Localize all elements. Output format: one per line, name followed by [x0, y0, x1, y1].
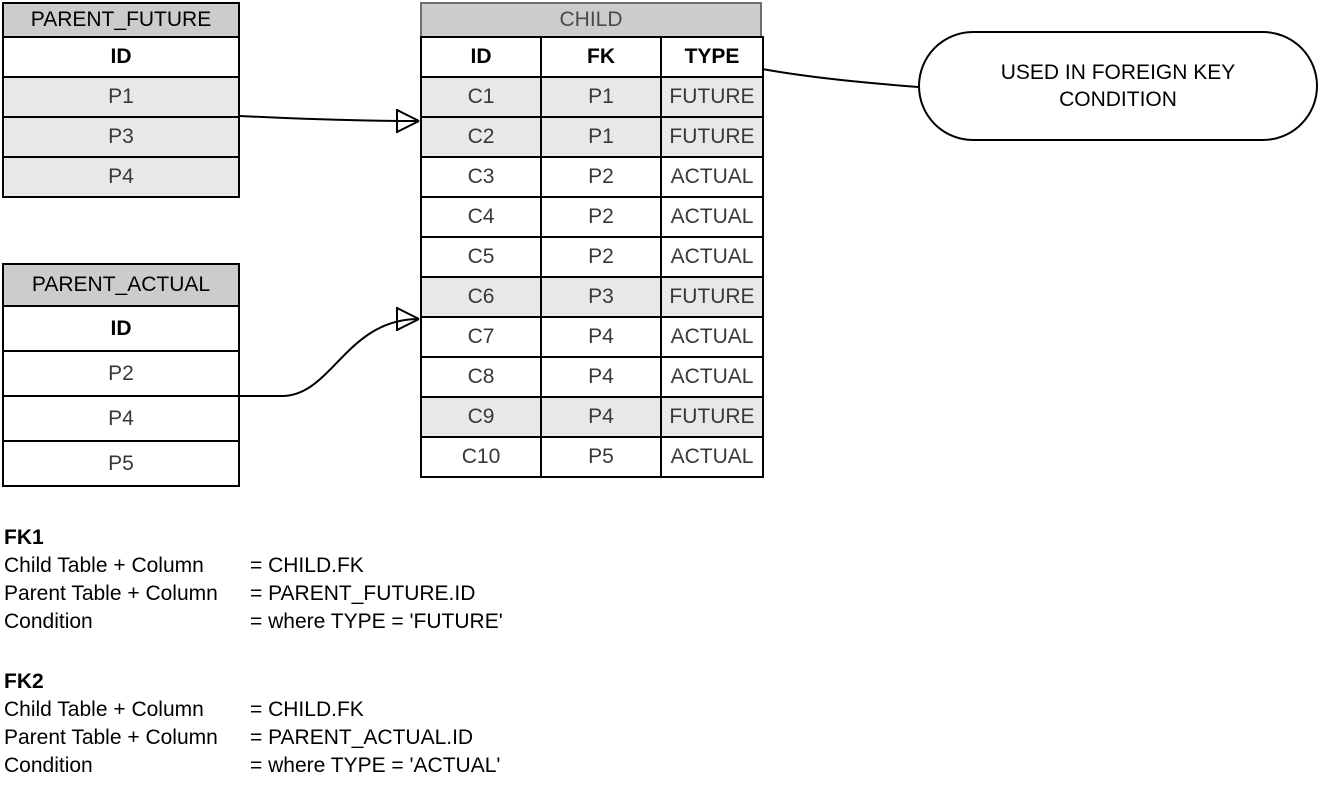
parent-actual-table-title: PARENT_ACTUAL [2, 263, 240, 307]
note-line [4, 724, 503, 752]
cell-id: C6 [421, 277, 541, 317]
cell-fk: P1 [541, 77, 661, 117]
fk2-note-block [4, 668, 503, 780]
note-value: = PARENT_ACTUAL.ID [250, 726, 474, 749]
note-line [4, 696, 503, 724]
parent-future-table [2, 2, 240, 198]
note-value: = where TYPE = 'FUTURE' [250, 610, 503, 633]
parent-actual-table [2, 263, 240, 487]
note-line [4, 552, 503, 580]
table-row [3, 77, 239, 117]
cell-type: ACTUAL [661, 357, 763, 397]
cell-type: ACTUAL [661, 437, 763, 477]
cell-id: C5 [421, 237, 541, 277]
table-row [421, 357, 763, 397]
table-row [3, 441, 239, 486]
cell-type: FUTURE [661, 77, 763, 117]
note-value: = where TYPE = 'ACTUAL' [250, 754, 501, 777]
note-line [4, 752, 503, 780]
fk1-connector-line [240, 116, 419, 121]
table-row [3, 117, 239, 157]
note-label: Child Table + Column [4, 698, 204, 721]
cell-id: C2 [421, 117, 541, 157]
parent-future-table-grid [2, 36, 240, 198]
child-type-column-header: TYPE [661, 37, 763, 77]
cell-id: C10 [421, 437, 541, 477]
cell-fk: P5 [541, 437, 661, 477]
note-label: Parent Table + Column [4, 726, 218, 749]
fk2-connector-line [240, 319, 419, 396]
child-fk-column-header: FK [541, 37, 661, 77]
parent-actual-table-grid [2, 305, 240, 487]
cell-id: C7 [421, 317, 541, 357]
table-row [421, 197, 763, 237]
fk2-heading: FK2 [4, 670, 44, 693]
note-label: Condition [4, 754, 93, 777]
note-value: = CHILD.FK [250, 554, 364, 577]
parent-future-row-p4: P4 [3, 157, 239, 197]
table-row [421, 437, 763, 477]
note-label: Child Table + Column [4, 554, 204, 577]
table-header-row [3, 37, 239, 77]
parent-future-row-p3: P3 [3, 117, 239, 157]
child-table [420, 2, 762, 478]
table-row [3, 396, 239, 441]
table-row [421, 397, 763, 437]
fk1-note-block [4, 524, 503, 636]
note-line [4, 608, 503, 636]
cell-type: ACTUAL [661, 197, 763, 237]
table-row [421, 157, 763, 197]
table-row [421, 237, 763, 277]
parent-future-table-title: PARENT_FUTURE [2, 2, 240, 38]
note-label: Condition [4, 610, 93, 633]
cell-fk: P3 [541, 277, 661, 317]
cell-fk: P2 [541, 157, 661, 197]
parent-actual-id-column-header: ID [3, 306, 239, 351]
cell-type: ACTUAL [661, 157, 763, 197]
foreign-key-notes [4, 524, 503, 780]
cell-id: C1 [421, 77, 541, 117]
cell-type: ACTUAL [661, 317, 763, 357]
cell-fk: P2 [541, 197, 661, 237]
child-table-grid [420, 36, 764, 478]
cell-type: ACTUAL [661, 237, 763, 277]
fk1-relationship-connector [240, 109, 419, 133]
fk1-heading: FK1 [4, 526, 44, 549]
cell-fk: P1 [541, 117, 661, 157]
callout-text: USED IN FOREIGN KEY CONDITION [1000, 61, 1236, 111]
child-table-title: CHILD [420, 2, 762, 38]
note-value: = CHILD.FK [250, 698, 364, 721]
cell-id: C9 [421, 397, 541, 437]
table-header-row [3, 306, 239, 351]
table-header-row [421, 37, 763, 77]
fk2-relationship-connector [240, 307, 419, 396]
table-row [3, 351, 239, 396]
note-label: Parent Table + Column [4, 582, 218, 605]
cell-id: C4 [421, 197, 541, 237]
cell-fk: P2 [541, 237, 661, 277]
parent-actual-row-p5: P5 [3, 441, 239, 486]
cell-type: FUTURE [661, 397, 763, 437]
table-row [421, 277, 763, 317]
parent-actual-row-p4: P4 [3, 396, 239, 441]
parent-future-id-column-header: ID [3, 37, 239, 77]
table-row [3, 157, 239, 197]
parent-actual-row-p2: P2 [3, 351, 239, 396]
cell-fk: P4 [541, 397, 661, 437]
parent-future-row-p1: P1 [3, 77, 239, 117]
child-id-column-header: ID [421, 37, 541, 77]
foreign-key-condition-callout [918, 31, 1318, 141]
cell-id: C3 [421, 157, 541, 197]
note-line [4, 580, 503, 608]
cell-type: FUTURE [661, 117, 763, 157]
cell-fk: P4 [541, 317, 661, 357]
table-row [421, 77, 763, 117]
table-row [421, 117, 763, 157]
callout-connector-line [762, 69, 918, 87]
table-row [421, 317, 763, 357]
cell-type: FUTURE [661, 277, 763, 317]
note-value: = PARENT_FUTURE.ID [250, 582, 476, 605]
cell-id: C8 [421, 357, 541, 397]
cell-fk: P4 [541, 357, 661, 397]
